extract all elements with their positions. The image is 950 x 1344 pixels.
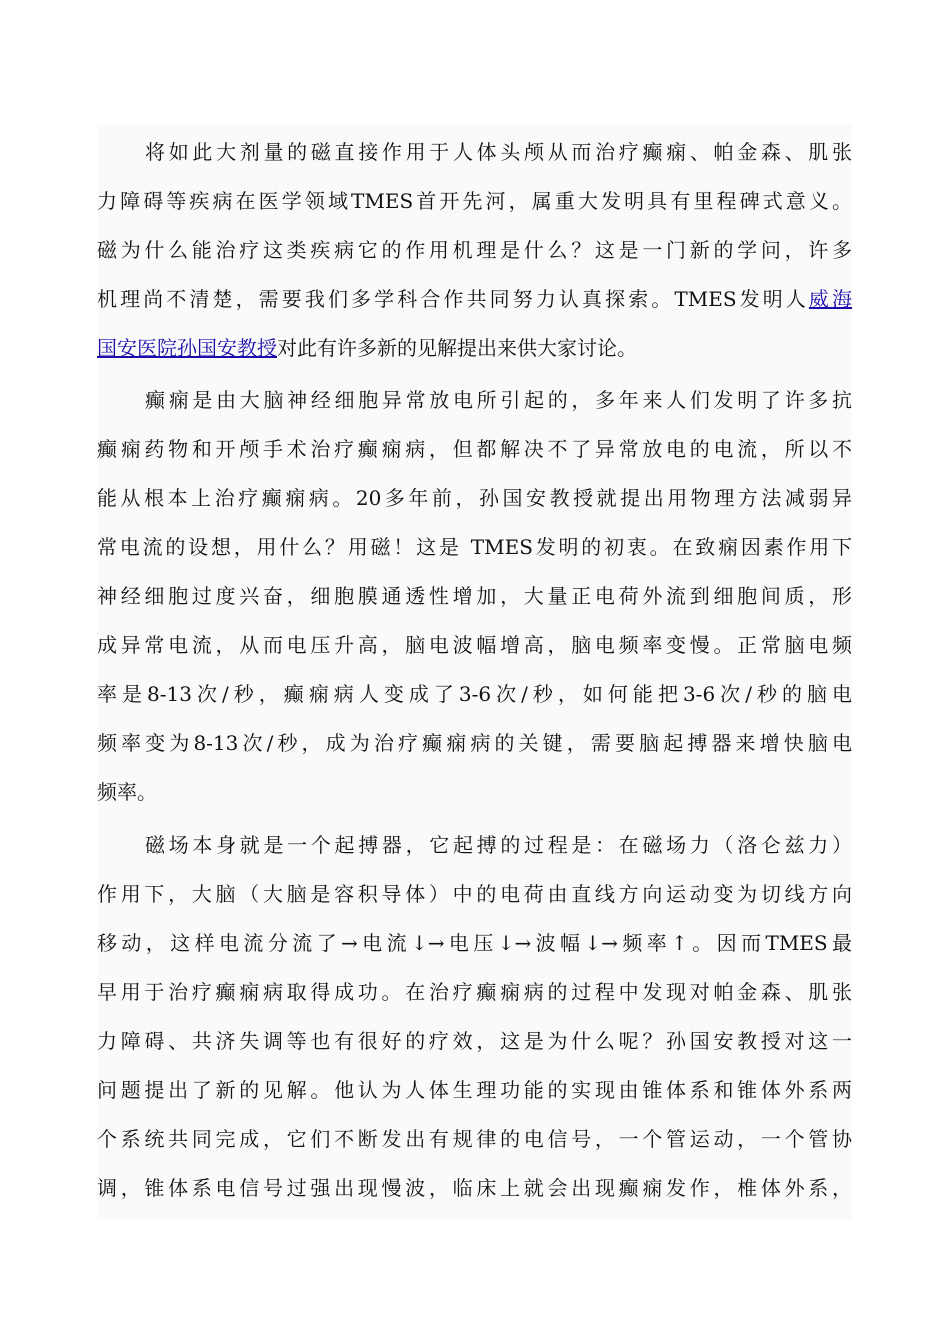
paragraph-2-line-3: 能从根本上治疗癫痫病。20多年前，孙国安教授就提出用物理方法减弱异 <box>97 486 852 510</box>
paragraph-2-line-4: 常电流的设想，用什么？用磁！这是 TMES发明的初衷。在致痫因素作用下 <box>97 535 852 559</box>
paragraph-3-line-3: 移动，这样电流分流了→电流↓→电压↓→波幅↓→频率↑。因而TMES最 <box>97 931 852 955</box>
paragraph-2-line-2: 癫痫药物和开颅手术治疗癫痫病，但都解决不了异常放电的电流，所以不 <box>97 437 852 461</box>
paragraph-1-line-3: 磁为什么能治疗这类疾病它的作用机理是什么？这是一门新的学问，许多 <box>97 238 852 262</box>
hospital-link-part-2[interactable]: 国安医院孙国安教授 <box>97 336 277 360</box>
hospital-link-part-1[interactable]: 威海 <box>808 287 853 311</box>
paragraph-3-line-6: 问题提出了新的见解。他认为人体生理功能的实现由锥体系和锥体外系两 <box>97 1078 852 1102</box>
paragraph-1-line-2: 力障碍等疾病在医学领域TMES首开先河，属重大发明具有里程碑式意义。 <box>97 189 852 213</box>
paragraph-3-line-5: 力障碍、共济失调等也有很好的疗效，这是为什么呢？孙国安教授对这一 <box>97 1029 852 1053</box>
paragraph-3-line-7: 个系统共同完成，它们不断发出有规律的电信号，一个管运动，一个管协 <box>97 1127 852 1151</box>
paragraph-3-line-1: 磁场本身就是一个起搏器，它起搏的过程是：在磁场力（洛仑兹力） <box>145 833 852 857</box>
paragraph-2-line-6: 成异常电流，从而电压升高，脑电波幅增高，脑电频率变慢。正常脑电频 <box>97 633 852 657</box>
paragraph-2-line-9: 频率。 <box>97 780 157 804</box>
paragraph-3-line-4: 早用于治疗癫痫病取得成功。在治疗癫痫病的过程中发现对帕金森、肌张 <box>97 980 852 1004</box>
paragraph-3-line-8: 调，锥体系电信号过强出现慢波，临床上就会出现癫痫发作，椎体外系， <box>97 1176 852 1200</box>
paragraph-3-line-2: 作用下，大脑（大脑是容积导体）中的电荷由直线方向运动变为切线方向 <box>97 882 852 906</box>
paragraph-1-line-5 <box>97 323 852 373</box>
paragraph-1-line-1: 将如此大剂量的磁直接作用于人体头颅从而治疗癫痫、帕金森、肌张 <box>145 140 852 164</box>
paragraph-1-line-5-text: 对此有许多新的见解提出来供大家讨论。 <box>277 336 637 360</box>
paragraph-2-line-7: 率是8-13次/秒，癫痫病人变成了3-6次/秒，如何能把3-6次/秒的脑电 <box>97 682 852 706</box>
paragraph-2-line-8: 频率变为8-13次/秒，成为治疗癫痫病的关键，需要脑起搏器来增快脑电 <box>97 731 852 755</box>
paragraph-2-line-1: 癫痫是由大脑神经细胞异常放电所引起的，多年来人们发明了许多抗 <box>145 388 852 412</box>
document-page <box>97 124 852 1220</box>
paragraph-1-line-4 <box>97 274 852 324</box>
paragraph-1-line-4-text: 机理尚不清楚，需要我们多学科合作共同努力认真探索。TMES发明人 <box>97 287 809 311</box>
paragraph-2-line-5: 神经细胞过度兴奋，细胞膜通透性增加，大量正电荷外流到细胞间质，形 <box>97 584 852 608</box>
